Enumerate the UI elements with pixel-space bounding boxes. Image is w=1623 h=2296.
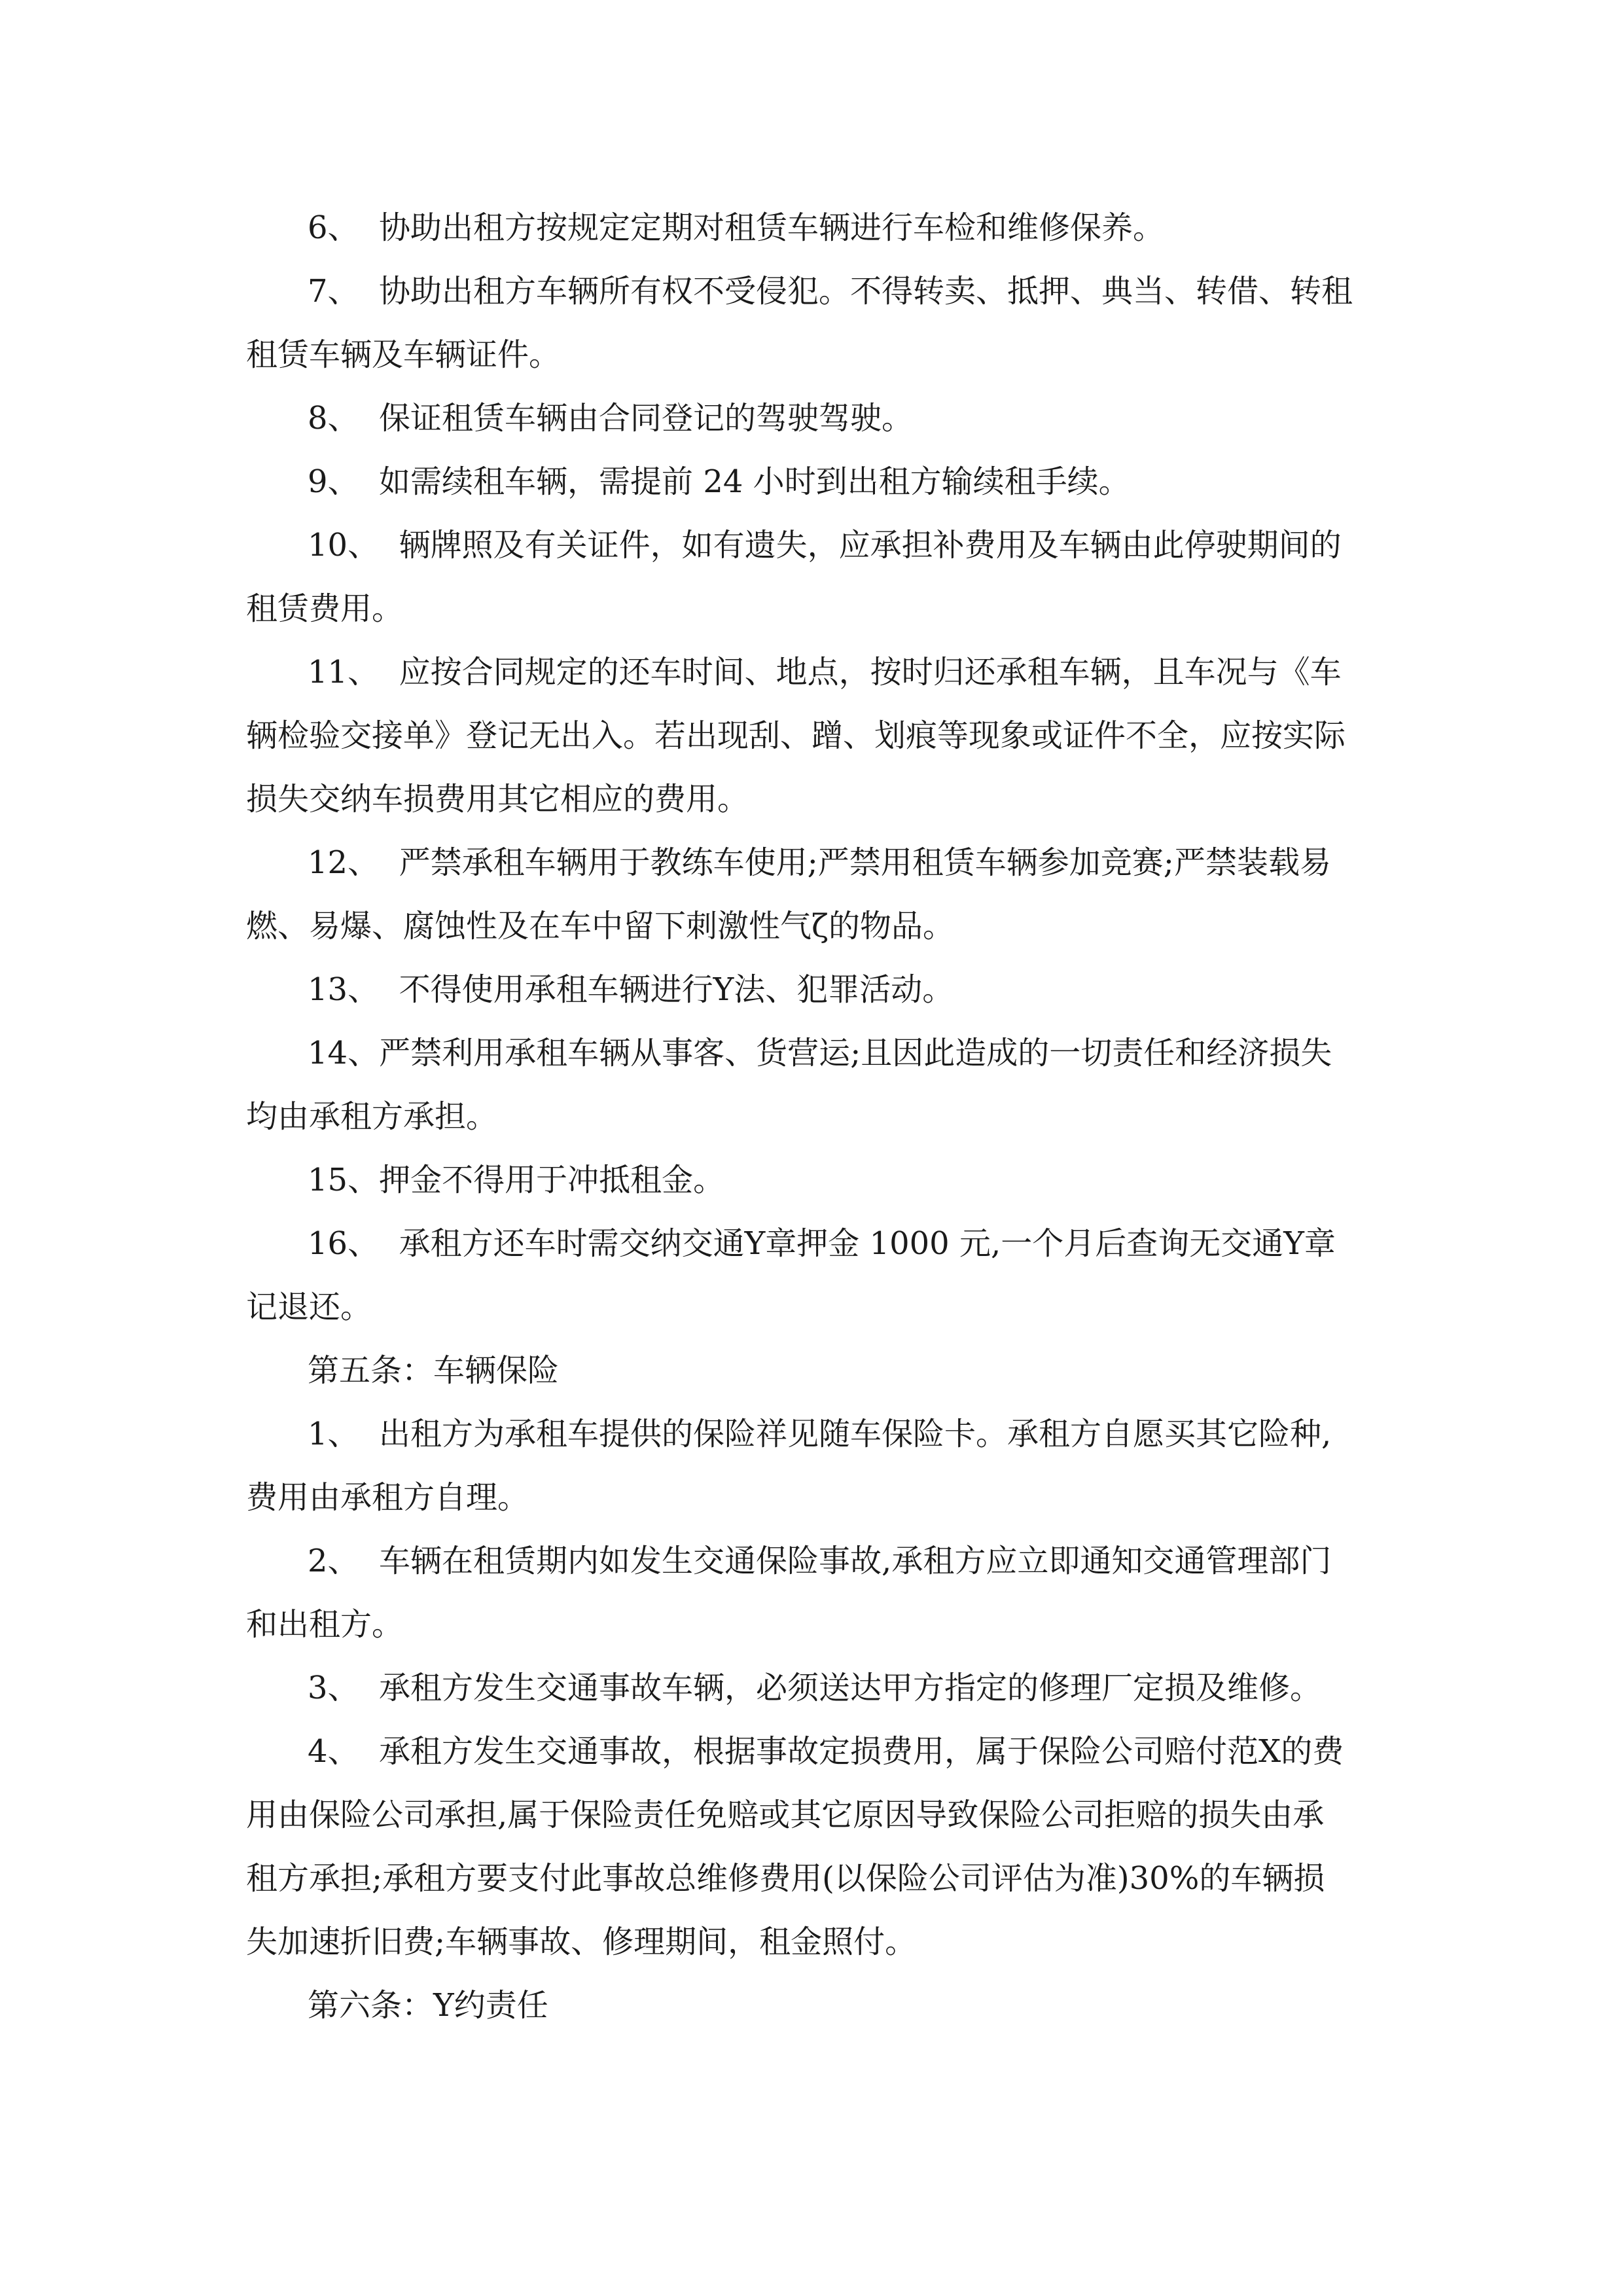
insurance-3: 3、 承租方发生交通事故车辆，必须送达甲方指定的修理厂定损及维修。 <box>308 1670 1322 1706</box>
clause-11-line-3: 损失交纳车损费用其它相应的费用。 <box>246 781 749 817</box>
clause-7-line-2: 租赁车辆及车辆证件。 <box>246 336 561 373</box>
clause-16-line-1: 16、 承租方还车时需交纳交通Υ章押金 1000 元,一个月后查询无交通Υ章 <box>308 1225 1336 1262</box>
section-5-heading: 第五条：车辆保险 <box>308 1352 560 1389</box>
insurance-1-line-2: 费用由承租方自理。 <box>246 1479 529 1516</box>
clause-16-line-2: 记退还。 <box>246 1289 372 1325</box>
insurance-4-line-2: 用由保险公司承担,属于保险责任免赔或其它原因导致保险公司拒赔的损失由承 <box>246 1797 1325 1833</box>
insurance-2-line-2: 和出租方。 <box>246 1606 404 1643</box>
clause-10-line-2: 租赁费用。 <box>246 590 404 627</box>
clause-11-line-1: 11、 应按合同规定的还车时间、地点，按时归还承租车辆，且车况与《车 <box>308 654 1342 691</box>
clause-7-line-1: 7、 协助出租方车辆所有权不受侵犯。不得转卖、抵押、典当、转借、转租 <box>308 273 1353 310</box>
section-6-heading: 第六条：Υ约责任 <box>308 1987 548 2024</box>
clause-11-line-2: 辆检验交接单》登记无出入。若出现刮、蹭、划痕等现象或证件不全，应按实际 <box>246 717 1346 754</box>
clause-9: 9、 如需续租车辆，需提前 24 小时到出租方输续租手续。 <box>308 463 1130 500</box>
insurance-1-line-1: 1、 出租方为承租车提供的保险祥见随车保险卡。承租方自愿买其它险种, <box>308 1416 1332 1452</box>
clause-12-line-2: 燃、易爆、腐蚀性及在车中留下刺激性气ζ的物品。 <box>246 908 955 944</box>
clause-8: 8、 保证租赁车辆由合同登记的驾驶驾驶。 <box>308 400 914 437</box>
clause-15: 15、押金不得用于冲抵租金。 <box>308 1162 725 1198</box>
clause-12-line-1: 12、 严禁承租车辆用于教练车使用;严禁用租赁车辆参加竞赛;严禁装载易 <box>308 844 1331 881</box>
clause-10-line-1: 10、 辆牌照及有关证件，如有遗失，应承担补费用及车辆由此停驶期间的 <box>308 527 1342 564</box>
insurance-4-line-3: 租方承担;承租方要支付此事故总维修费用(以保险公司评估为准)30%的车辆损 <box>246 1860 1325 1897</box>
clause-13: 13、 不得使用承租车辆进行Υ法、犯罪活动。 <box>308 971 954 1008</box>
insurance-4-line-1: 4、 承租方发生交通事故，根据事故定损费用，属于保险公司赔付范Χ的费 <box>308 1733 1344 1770</box>
insurance-4-line-4: 失加速折旧费;车辆事故、修理期间，租金照付。 <box>246 1924 917 1960</box>
clause-14-line-2: 均由承租方承担。 <box>246 1098 498 1135</box>
clause-14-line-1: 14、严禁利用承租车辆从事客、货营运;且因此造成的一切责任和经济损失 <box>308 1035 1332 1071</box>
insurance-2-line-1: 2、 车辆在租赁期内如发生交通保险事故,承租方应立即通知交通管理部门 <box>308 1543 1332 1579</box>
clause-6: 6、 协助出租方按规定定期对租赁车辆进行车检和维修保养。 <box>308 209 1165 246</box>
